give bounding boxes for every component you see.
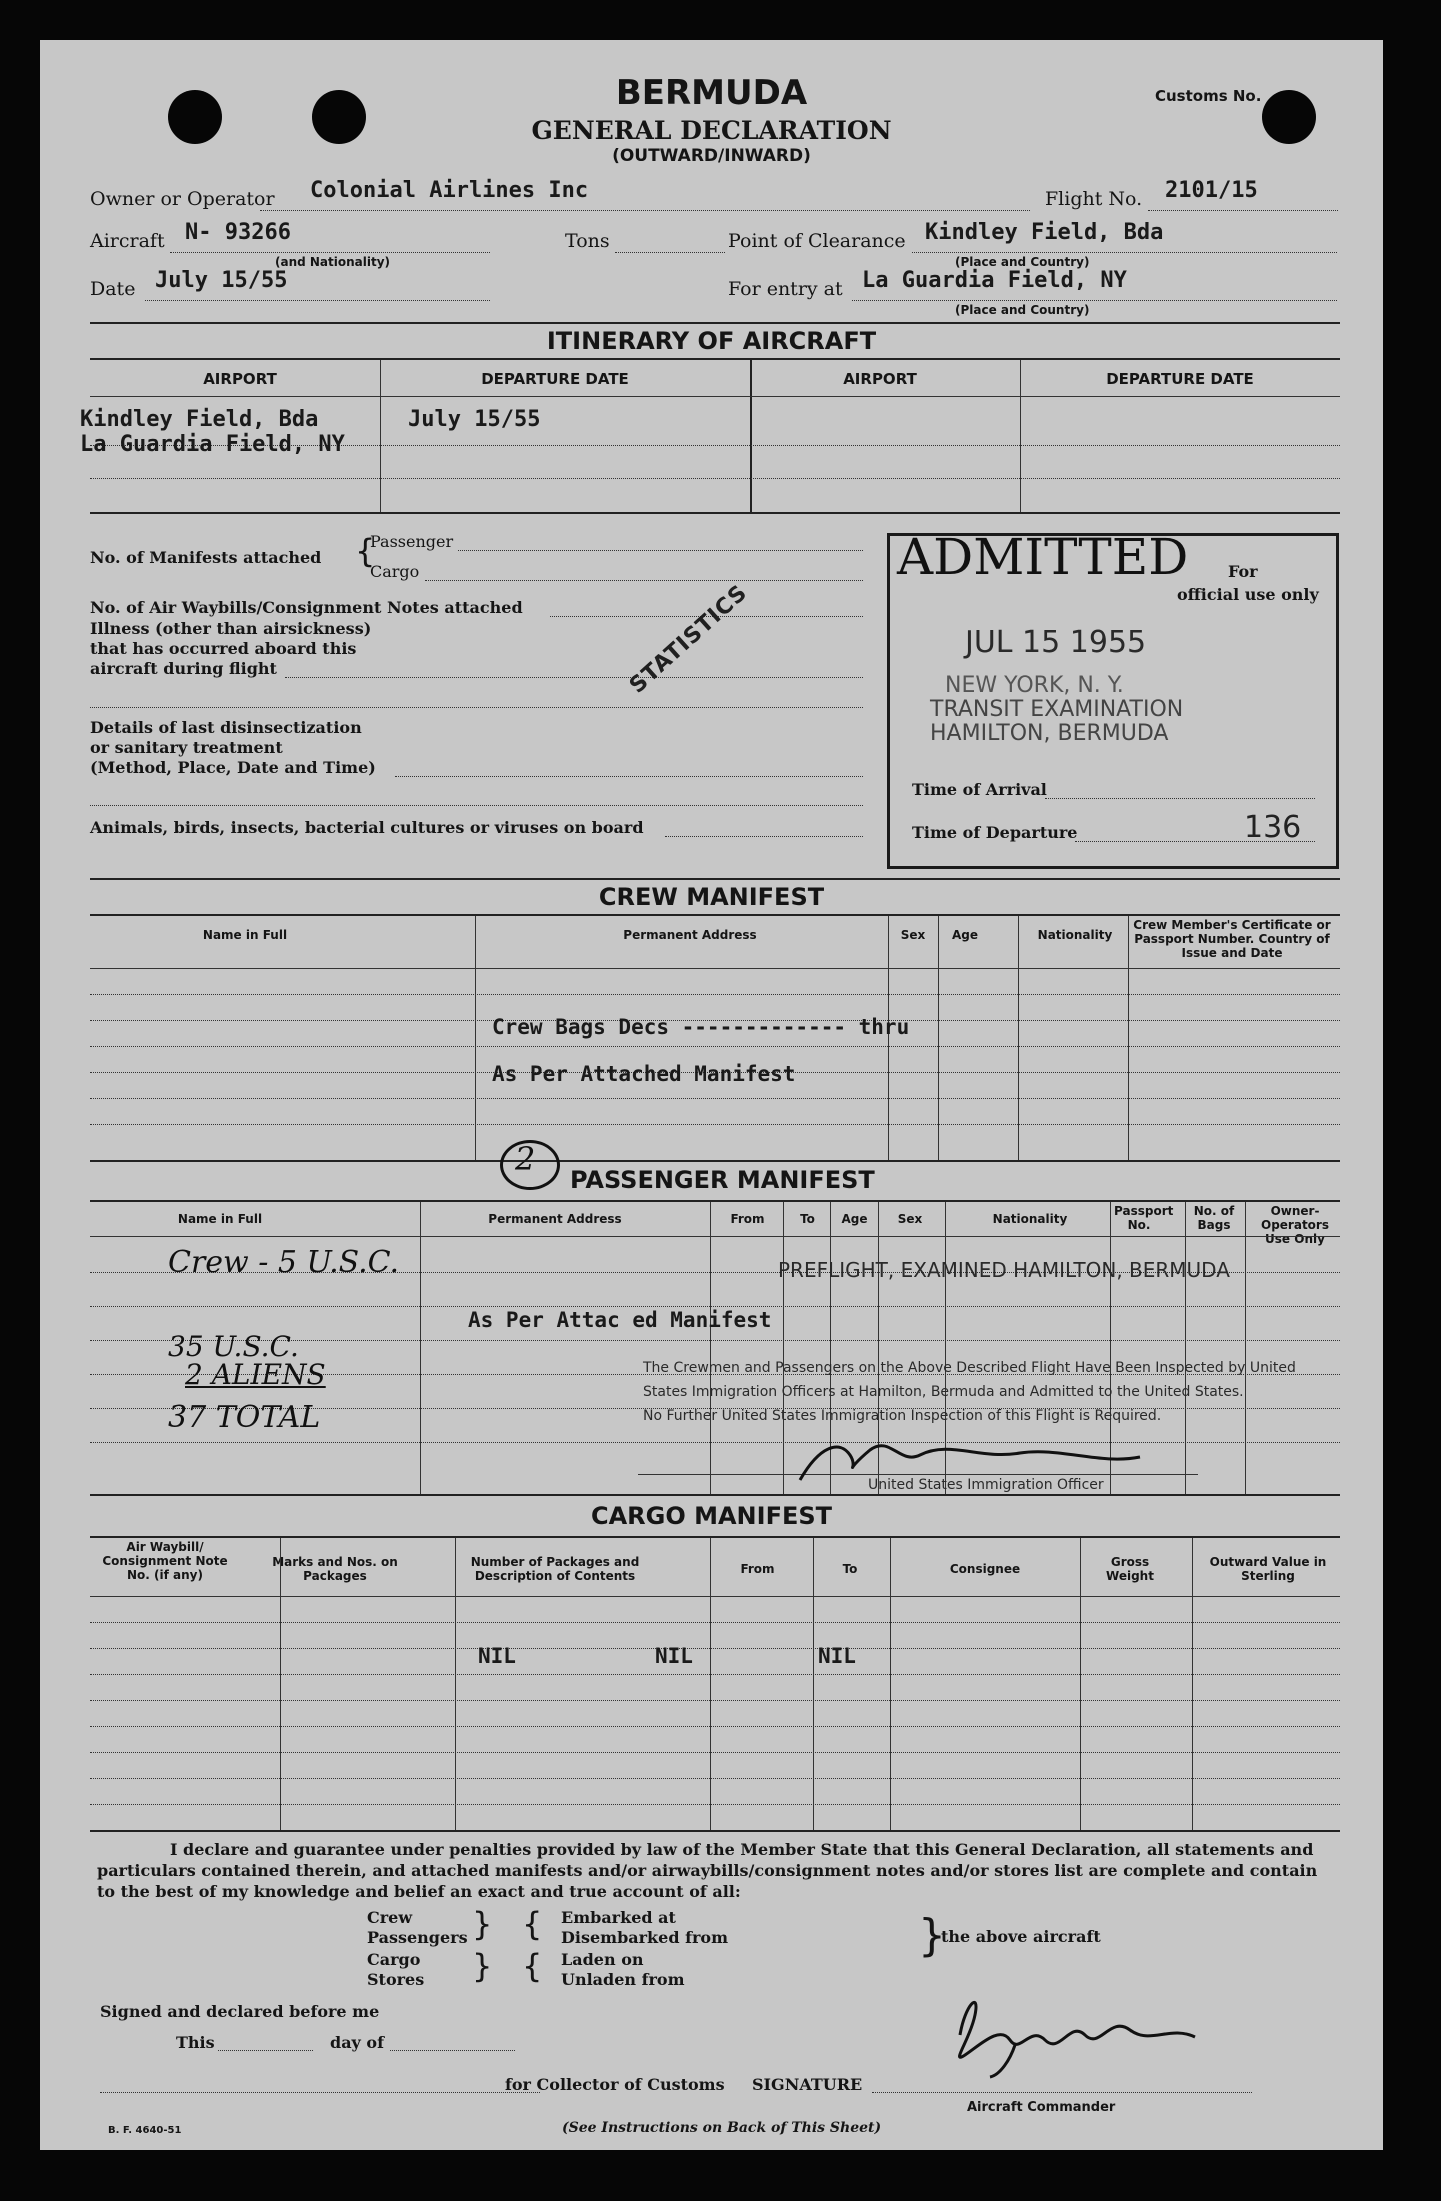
itinerary-airport-row1: Kindley Field, Bda xyxy=(80,407,319,432)
stamp-date: JUL 15 1955 xyxy=(965,625,1147,660)
entry-label: For entry at xyxy=(728,278,843,300)
crew-col-nationality: Nationality xyxy=(1037,928,1113,942)
date-label: Date xyxy=(90,278,136,300)
cargo-col-consignee: Consignee xyxy=(949,1562,1021,1576)
itinerary-col-date-2: DEPARTURE DATE xyxy=(1106,370,1254,388)
circled-number-value: 2 xyxy=(515,1140,536,1178)
clearance-value: Kindley Field, Bda xyxy=(925,220,1164,245)
country-title: BERMUDA xyxy=(615,73,808,113)
manifests-brace: { xyxy=(355,532,376,570)
immigration-line2: States Immigration Officers at Hamilton, Bermuda and Admitted to the United States. xyxy=(643,1384,1244,1400)
day-of-label: day of xyxy=(330,2033,384,2052)
arrival-label: Time of Arrival xyxy=(912,780,1047,799)
cargo-nil-3: NIL xyxy=(818,1644,856,1668)
animals-label: Animals, birds, insects, bacterial cultures or viruses on board xyxy=(90,818,644,837)
hand-total-count: 37 TOTAL xyxy=(168,1400,321,1435)
waybills-label: No. of Air Waybills/Consignment Notes attached xyxy=(90,598,523,617)
cargo-manifest-title: CARGO MANIFEST xyxy=(590,1502,833,1530)
decl-disembarked: Disembarked from xyxy=(561,1928,728,1947)
cargo-col-from: From xyxy=(740,1562,775,1576)
aircraft-value: N- 93266 xyxy=(185,220,291,245)
entry-note: (Place and Country) xyxy=(955,303,1090,317)
aircraft-label: Aircraft xyxy=(90,230,165,252)
hand-usc-count: 35 U.S.C. xyxy=(168,1330,299,1363)
passenger-manifest-title: PASSENGER MANIFEST xyxy=(570,1166,875,1194)
manifests-passenger-label: Passenger xyxy=(370,532,454,551)
manifests-cargo-label: Cargo xyxy=(370,562,420,581)
pax-col-sex: Sex xyxy=(897,1212,923,1226)
admitted-stamp: ADMITTED xyxy=(897,528,1189,586)
disinsect-line3: (Method, Place, Date and Time) xyxy=(90,758,376,777)
cargo-col-marks: Marks and Nos. on Packages xyxy=(272,1555,398,1583)
hand-aliens-count: 2 ALIENS xyxy=(185,1358,326,1391)
decl-stores: Stores xyxy=(367,1970,425,1989)
crew-line2: As Per Attached Manifest xyxy=(492,1062,796,1086)
decl-brace-5: } xyxy=(918,1910,946,1961)
hand-crew-count: Crew - 5 U.S.C. xyxy=(168,1245,400,1280)
form-subtitle: (OUTWARD/INWARD) xyxy=(612,146,811,166)
decl-crew: Crew xyxy=(367,1908,413,1927)
decl-cargo: Cargo xyxy=(367,1950,421,1969)
manifests-label: No. of Manifests attached xyxy=(90,548,322,567)
itinerary-col-airport-2: AIRPORT xyxy=(843,370,917,388)
illness-line3: aircraft during flight xyxy=(90,659,277,678)
statistics-stamp: STATISTICS xyxy=(625,580,753,699)
decl-above-aircraft: the above aircraft xyxy=(941,1927,1101,1946)
declaration-line3: to the best of my knowledge and belief an exact and true account of all: xyxy=(97,1882,741,1901)
this-label: This xyxy=(176,2033,215,2052)
pax-col-address: Permanent Address xyxy=(488,1212,622,1226)
illness-line1: Illness (other than airsickness) xyxy=(90,619,372,638)
crew-col-name: Name in Full xyxy=(202,928,288,942)
cargo-col-weight: Gross Weight xyxy=(1106,1555,1154,1583)
preflight-stamp: PREFLIGHT, EXAMINED HAMILTON, BERMUDA xyxy=(778,1258,1230,1282)
general-declaration-sheet xyxy=(40,40,1383,2150)
stamp-line1: NEW YORK, N. Y. xyxy=(945,673,1124,698)
crew-col-certificate: Crew Member's Certificate or Passport Number. Country of Issue and Date xyxy=(1133,918,1331,960)
entry-value: La Guardia Field, NY xyxy=(862,268,1127,293)
stamp-line3: HAMILTON, BERMUDA xyxy=(930,721,1169,746)
decl-passengers: Passengers xyxy=(367,1928,468,1947)
departure-label: Time of Departure xyxy=(912,823,1078,842)
collector-label: for Collector of Customs xyxy=(505,2075,725,2094)
itinerary-date-row1: July 15/55 xyxy=(408,407,541,432)
tons-label: Tons xyxy=(565,230,610,252)
decl-laden: Laden on xyxy=(561,1950,644,1969)
flight-label: Flight No. xyxy=(1045,188,1143,210)
crew-line1: Crew Bags Decs ------------- thru xyxy=(492,1015,910,1039)
disinsect-line2: or sanitary treatment xyxy=(90,738,283,757)
illness-line2: that has occurred aboard this xyxy=(90,639,357,658)
decl-brace-1: } xyxy=(472,1905,493,1943)
for-label: For xyxy=(1228,562,1258,581)
commander-signature xyxy=(920,1985,1250,2080)
date-value: July 15/55 xyxy=(155,268,288,293)
crew-col-age: Age xyxy=(951,928,978,942)
instructions-note: (See Instructions on Back of This Sheet) xyxy=(562,2120,882,2136)
decl-embarked: Embarked at xyxy=(561,1908,676,1927)
signed-declared-label: Signed and declared before me xyxy=(100,2002,380,2021)
immigration-line3: No Further United States Immigration Inspection of this Flight is Required. xyxy=(643,1408,1162,1424)
declaration-line1: I declare and guarantee under penalties provided by law of the Member State that this General Declaration, all statements and xyxy=(170,1840,1314,1859)
pax-col-nationality: Nationality xyxy=(992,1212,1068,1226)
immigration-officer-label: United States Immigration Officer xyxy=(868,1477,1104,1493)
aircraft-note: (and Nationality) xyxy=(275,255,391,269)
cargo-col-value: Outward Value in Sterling xyxy=(1209,1555,1327,1583)
pax-col-age: Age xyxy=(841,1212,868,1226)
signature-label: SIGNATURE xyxy=(752,2075,863,2094)
pax-col-from: From xyxy=(730,1212,765,1226)
clearance-label: Point of Clearance xyxy=(728,230,906,252)
cargo-col-to: To xyxy=(842,1562,858,1576)
owner-label: Owner or Operator xyxy=(90,188,275,210)
cargo-col-waybill: Air Waybill/ Consignment Note No. (if any) xyxy=(102,1540,228,1582)
pax-col-name: Name in Full xyxy=(177,1212,263,1226)
clearance-note: (Place and Country) xyxy=(955,255,1090,269)
form-number: B. F. 4640-51 xyxy=(108,2125,182,2136)
pax-col-owner-use: Owner-Operators Use Only xyxy=(1261,1204,1329,1246)
stamp-line2: TRANSIT EXAMINATION xyxy=(930,697,1184,722)
immigration-officer-signature xyxy=(780,1435,1200,1485)
itinerary-col-airport-1: AIRPORT xyxy=(203,370,277,388)
disinsect-line1: Details of last disinsectization xyxy=(90,718,362,737)
departure-value: 136 xyxy=(1244,810,1302,845)
cargo-col-packages: Number of Packages and Description of Contents xyxy=(470,1555,640,1583)
owner-value: Colonial Airlines Inc xyxy=(310,178,589,203)
pax-col-passport: Passport No. xyxy=(1114,1204,1174,1232)
cargo-nil-1: NIL xyxy=(478,1644,516,1668)
customs-no-label: Customs No. xyxy=(1155,87,1262,105)
crew-manifest-title: CREW MANIFEST xyxy=(598,883,825,911)
itinerary-title: ITINERARY OF AIRCRAFT xyxy=(546,327,877,355)
decl-brace-3: { xyxy=(522,1905,543,1943)
declaration-line2: particulars contained therein, and attached manifests and/or airwaybills/consignment notes and/or stores list are complete and contain xyxy=(97,1861,1318,1880)
decl-brace-4: { xyxy=(522,1947,543,1985)
commander-label: Aircraft Commander xyxy=(967,2100,1116,2115)
cargo-nil-2: NIL xyxy=(655,1644,693,1668)
attached-manifest-line: As Per Attac ed Manifest xyxy=(468,1308,772,1332)
form-title: GENERAL DECLARATION xyxy=(531,116,892,145)
immigration-line1: The Crewmen and Passengers on the Above Described Flight Have Been Inspected by United xyxy=(643,1360,1296,1376)
itinerary-airport-row2: La Guardia Field, NY xyxy=(80,432,345,457)
pax-col-bags: No. of Bags xyxy=(1193,1204,1235,1232)
itinerary-col-date-1: DEPARTURE DATE xyxy=(481,370,629,388)
pax-col-to: To xyxy=(800,1212,815,1226)
crew-col-sex: Sex xyxy=(900,928,926,942)
flight-value: 2101/15 xyxy=(1165,178,1258,203)
crew-col-address: Permanent Address xyxy=(623,928,757,942)
official-use-label: official use only xyxy=(1177,585,1319,604)
decl-brace-2: } xyxy=(472,1947,493,1985)
decl-unladen: Unladen from xyxy=(561,1970,685,1989)
